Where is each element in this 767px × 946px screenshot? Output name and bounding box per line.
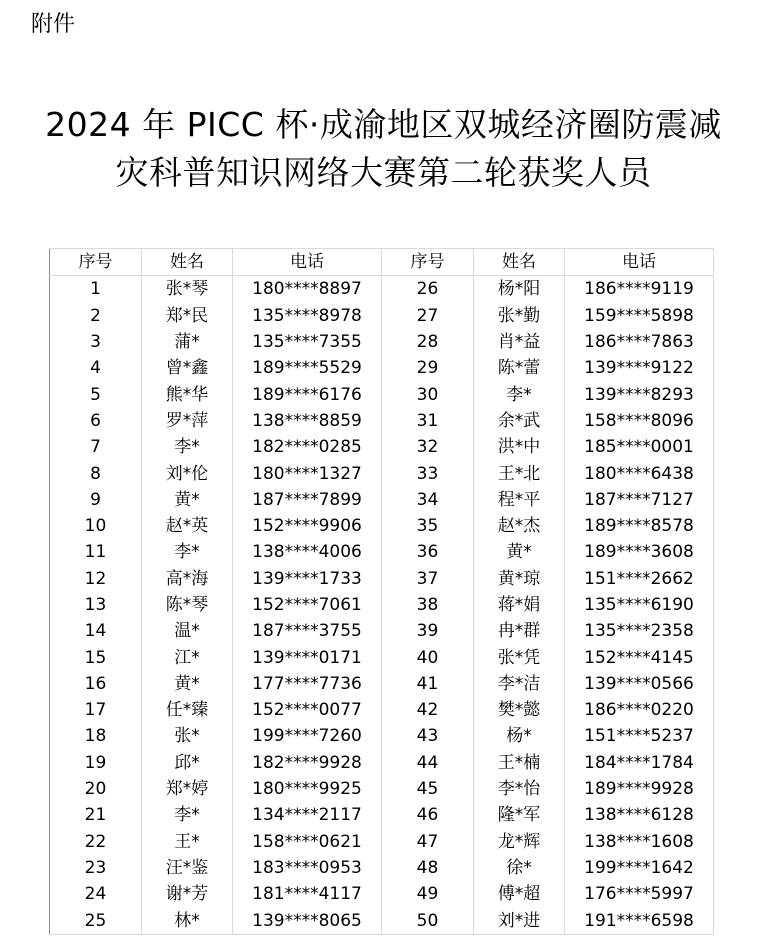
name-cell: 肖*益 (474, 329, 565, 355)
name-cell: 汪*鉴 (142, 855, 233, 881)
phone-cell: 182****0285 (233, 434, 382, 460)
phone-cell: 182****9928 (233, 750, 382, 776)
name-cell: 郑*民 (142, 303, 233, 329)
seq-cell: 25 (50, 907, 142, 934)
phone-cell: 139****1733 (233, 566, 382, 592)
seq-cell: 40 (382, 644, 474, 670)
seq-cell: 50 (382, 907, 474, 934)
name-cell: 樊*懿 (474, 697, 565, 723)
title-line-1: 2024 年 PICC 杯·成渝地区双城经济圈防震减 (45, 105, 722, 144)
phone-cell: 187****7127 (565, 487, 714, 513)
seq-cell: 37 (382, 566, 474, 592)
name-cell: 陈*蕾 (474, 355, 565, 381)
seq-cell: 43 (382, 723, 474, 749)
name-cell: 杨*阳 (474, 276, 565, 303)
table-body (50, 276, 714, 934)
document-title (20, 101, 747, 197)
seq-cell: 38 (382, 592, 474, 618)
phone-cell: 139****8065 (233, 907, 382, 934)
name-cell: 赵*英 (142, 513, 233, 539)
phone-cell: 139****8293 (565, 381, 714, 407)
phone-cell: 158****0621 (233, 829, 382, 855)
column-seq-header: 序号 (382, 249, 474, 276)
phone-cell: 135****8978 (233, 303, 382, 329)
seq-cell: 18 (50, 723, 142, 749)
name-cell: 陈*琴 (142, 592, 233, 618)
seq-cell: 19 (50, 750, 142, 776)
seq-cell: 34 (382, 487, 474, 513)
phone-cell: 139****0171 (233, 644, 382, 670)
table-row (50, 829, 714, 855)
seq-cell: 42 (382, 697, 474, 723)
seq-cell: 35 (382, 513, 474, 539)
seq-cell: 46 (382, 802, 474, 828)
table-row (50, 697, 714, 723)
phone-cell: 189****8578 (565, 513, 714, 539)
name-cell: 黄* (142, 671, 233, 697)
seq-cell: 16 (50, 671, 142, 697)
name-cell: 刘*伦 (142, 460, 233, 486)
name-cell: 李* (142, 802, 233, 828)
table-row (50, 460, 714, 486)
name-cell: 郑*婷 (142, 776, 233, 802)
phone-cell: 139****0566 (565, 671, 714, 697)
name-cell: 蒋*娟 (474, 592, 565, 618)
winners-table (49, 248, 714, 935)
seq-cell: 28 (382, 329, 474, 355)
name-cell: 张*琴 (142, 276, 233, 303)
column-seq-header: 序号 (50, 249, 142, 276)
seq-cell: 36 (382, 539, 474, 565)
phone-cell: 181****4117 (233, 881, 382, 907)
name-cell: 林* (142, 907, 233, 934)
name-cell: 江* (142, 644, 233, 670)
table-row (50, 750, 714, 776)
phone-cell: 180****1327 (233, 460, 382, 486)
seq-cell: 30 (382, 381, 474, 407)
phone-cell: 151****5237 (565, 723, 714, 749)
name-cell: 洪*中 (474, 434, 565, 460)
seq-cell: 32 (382, 434, 474, 460)
phone-cell: 138****6128 (565, 802, 714, 828)
seq-cell: 9 (50, 487, 142, 513)
name-cell: 赵*杰 (474, 513, 565, 539)
seq-cell: 48 (382, 855, 474, 881)
name-cell: 高*海 (142, 566, 233, 592)
table-row (50, 276, 714, 303)
column-phone-header: 电话 (233, 249, 382, 276)
seq-cell: 23 (50, 855, 142, 881)
phone-cell: 180****6438 (565, 460, 714, 486)
name-cell: 徐* (474, 855, 565, 881)
table-row (50, 776, 714, 802)
phone-cell: 199****1642 (565, 855, 714, 881)
seq-cell: 33 (382, 460, 474, 486)
table-header-row (50, 249, 714, 276)
phone-cell: 152****4145 (565, 644, 714, 670)
column-name-header: 姓名 (142, 249, 233, 276)
table-row (50, 855, 714, 881)
seq-cell: 20 (50, 776, 142, 802)
title-line-2: 灾科普知识网络大赛第二轮获奖人员 (115, 153, 652, 192)
name-cell: 黄* (142, 487, 233, 513)
table-row (50, 329, 714, 355)
phone-cell: 151****2662 (565, 566, 714, 592)
name-cell: 程*平 (474, 487, 565, 513)
phone-cell: 139****9122 (565, 355, 714, 381)
seq-cell: 44 (382, 750, 474, 776)
column-phone-header: 电话 (565, 249, 714, 276)
name-cell: 邱* (142, 750, 233, 776)
name-cell: 蒲* (142, 329, 233, 355)
phone-cell: 135****2358 (565, 618, 714, 644)
phone-cell: 158****8096 (565, 408, 714, 434)
phone-cell: 183****0953 (233, 855, 382, 881)
name-cell: 温* (142, 618, 233, 644)
phone-cell: 185****0001 (565, 434, 714, 460)
table-row (50, 644, 714, 670)
name-cell: 黄*琼 (474, 566, 565, 592)
phone-cell: 134****2117 (233, 802, 382, 828)
table-row (50, 671, 714, 697)
table-row (50, 566, 714, 592)
table-row (50, 408, 714, 434)
name-cell: 曾*鑫 (142, 355, 233, 381)
phone-cell: 186****0220 (565, 697, 714, 723)
seq-cell: 26 (382, 276, 474, 303)
phone-cell: 186****7863 (565, 329, 714, 355)
seq-cell: 6 (50, 408, 142, 434)
name-cell: 隆*军 (474, 802, 565, 828)
name-cell: 余*武 (474, 408, 565, 434)
name-cell: 龙*辉 (474, 829, 565, 855)
phone-cell: 189****3608 (565, 539, 714, 565)
table-row (50, 303, 714, 329)
seq-cell: 4 (50, 355, 142, 381)
phone-cell: 189****5529 (233, 355, 382, 381)
seq-cell: 5 (50, 381, 142, 407)
seq-cell: 11 (50, 539, 142, 565)
name-cell: 刘*进 (474, 907, 565, 934)
phone-cell: 189****6176 (233, 381, 382, 407)
name-cell: 罗*萍 (142, 408, 233, 434)
table-row (50, 723, 714, 749)
name-cell: 李* (474, 381, 565, 407)
seq-cell: 13 (50, 592, 142, 618)
name-cell: 王*北 (474, 460, 565, 486)
seq-cell: 15 (50, 644, 142, 670)
seq-cell: 27 (382, 303, 474, 329)
phone-cell: 186****9119 (565, 276, 714, 303)
seq-cell: 47 (382, 829, 474, 855)
name-cell: 李* (142, 539, 233, 565)
seq-cell: 45 (382, 776, 474, 802)
phone-cell: 177****7736 (233, 671, 382, 697)
name-cell: 谢*芳 (142, 881, 233, 907)
seq-cell: 12 (50, 566, 142, 592)
phone-cell: 184****1784 (565, 750, 714, 776)
table-row (50, 881, 714, 907)
seq-cell: 29 (382, 355, 474, 381)
table-row (50, 802, 714, 828)
phone-cell: 187****3755 (233, 618, 382, 644)
table-row (50, 513, 714, 539)
phone-cell: 135****7355 (233, 329, 382, 355)
seq-cell: 22 (50, 829, 142, 855)
phone-cell: 199****7260 (233, 723, 382, 749)
winners-table-container (49, 248, 714, 935)
name-cell: 黄* (474, 539, 565, 565)
name-cell: 王*楠 (474, 750, 565, 776)
name-cell: 张* (142, 723, 233, 749)
name-cell: 李*怡 (474, 776, 565, 802)
phone-cell: 138****4006 (233, 539, 382, 565)
name-cell: 杨* (474, 723, 565, 749)
column-name-header: 姓名 (474, 249, 565, 276)
seq-cell: 21 (50, 802, 142, 828)
seq-cell: 1 (50, 276, 142, 303)
seq-cell: 41 (382, 671, 474, 697)
seq-cell: 2 (50, 303, 142, 329)
phone-cell: 191****6598 (565, 907, 714, 934)
seq-cell: 31 (382, 408, 474, 434)
table-row (50, 487, 714, 513)
name-cell: 熊*华 (142, 381, 233, 407)
seq-cell: 14 (50, 618, 142, 644)
phone-cell: 189****9928 (565, 776, 714, 802)
seq-cell: 39 (382, 618, 474, 644)
name-cell: 李* (142, 434, 233, 460)
seq-cell: 17 (50, 697, 142, 723)
phone-cell: 152****9906 (233, 513, 382, 539)
table-row (50, 592, 714, 618)
table-row (50, 355, 714, 381)
table-row (50, 434, 714, 460)
phone-cell: 152****7061 (233, 592, 382, 618)
seq-cell: 24 (50, 881, 142, 907)
name-cell: 张*勤 (474, 303, 565, 329)
table-row (50, 907, 714, 934)
phone-cell: 187****7899 (233, 487, 382, 513)
name-cell: 傅*超 (474, 881, 565, 907)
phone-cell: 138****1608 (565, 829, 714, 855)
phone-cell: 176****5997 (565, 881, 714, 907)
phone-cell: 159****5898 (565, 303, 714, 329)
name-cell: 任*臻 (142, 697, 233, 723)
table-row (50, 539, 714, 565)
name-cell: 王* (142, 829, 233, 855)
seq-cell: 49 (382, 881, 474, 907)
table-row (50, 381, 714, 407)
seq-cell: 10 (50, 513, 142, 539)
name-cell: 冉*群 (474, 618, 565, 644)
name-cell: 张*凭 (474, 644, 565, 670)
name-cell: 李*洁 (474, 671, 565, 697)
seq-cell: 8 (50, 460, 142, 486)
phone-cell: 180****8897 (233, 276, 382, 303)
seq-cell: 7 (50, 434, 142, 460)
phone-cell: 138****8859 (233, 408, 382, 434)
seq-cell: 3 (50, 329, 142, 355)
attachment-label: 附件 (31, 12, 76, 37)
phone-cell: 180****9925 (233, 776, 382, 802)
phone-cell: 135****6190 (565, 592, 714, 618)
table-row (50, 618, 714, 644)
phone-cell: 152****0077 (233, 697, 382, 723)
